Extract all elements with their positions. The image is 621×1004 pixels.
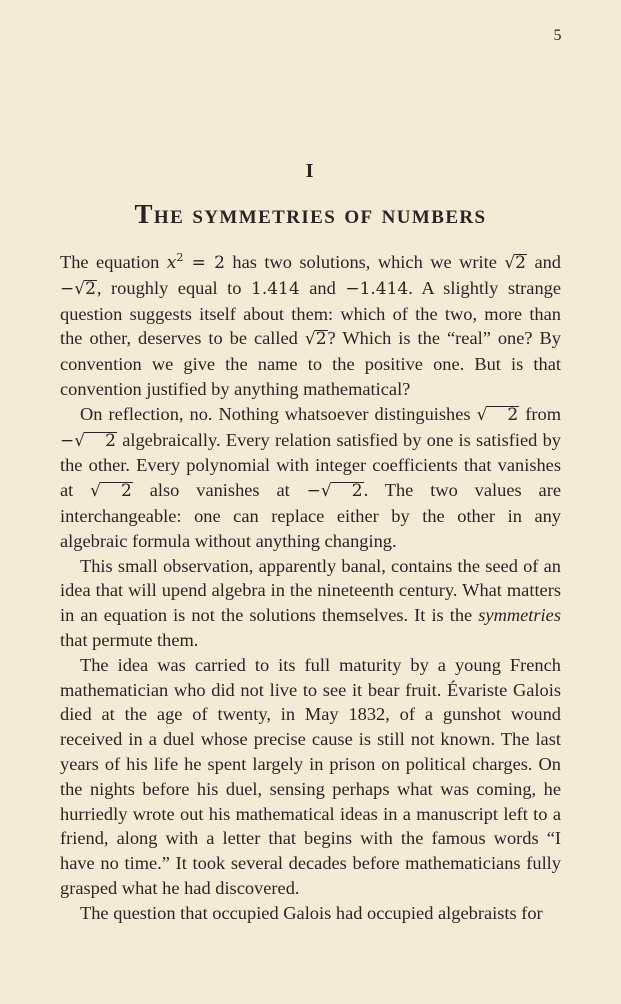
p1-text-b: has two solutions, which we write bbox=[224, 252, 505, 272]
chapter-title: The symmetries of numbers bbox=[134, 199, 487, 229]
paragraph-2 bbox=[60, 402, 561, 554]
neg-sqrt-two-symbol: −√ 2 bbox=[306, 481, 363, 502]
value-positive: 1.414 bbox=[251, 278, 300, 299]
p1-text-c: and bbox=[527, 252, 561, 272]
body-text bbox=[60, 250, 561, 926]
neg-sqrt-two-symbol: −√ 2 bbox=[60, 430, 116, 451]
value-negative: −1.414 bbox=[345, 278, 409, 299]
sqrt-two-symbol: √ 2 bbox=[476, 404, 519, 425]
sqrt-two-symbol: √2 bbox=[304, 329, 327, 350]
p1-text-a: The equation bbox=[60, 252, 167, 272]
p2-text-c: algebraically. Every relation satisfied by one is satisfied by the other. Every polynomial with integer coefficients that vanishes at bbox=[60, 429, 561, 501]
sqrt-two-symbol: √2 bbox=[504, 253, 526, 273]
p1-text-g: ? Which is the “real” one? By convention we give the name to the positive one. But is that convention justified by anything mathematical? bbox=[60, 328, 561, 399]
p1-text-d: , roughly equal to bbox=[96, 277, 252, 298]
paragraph-4: The idea was carried to its full maturity by a young French mathematician who did not live to see it bear fruit. Évariste Galois died at the age of twenty, in May 1832, of a gunshot wound received in a duel whose precise cause is still not known. The last years of his life he spent largely in prison on political charges. On the nights before his duel, sensing perhaps what was coming, he hurriedly wrote out his mathematical ideas in a manuscript left to a friend, along with a letter that begins with the famous words “I have no time.” It took several decades before mathematicians fully grasped what he had discovered. bbox=[60, 654, 561, 898]
paragraph-1 bbox=[60, 250, 561, 402]
p2-text-b: from bbox=[519, 403, 561, 424]
p1-text-e: and bbox=[299, 277, 346, 298]
paragraph-3 bbox=[60, 554, 561, 653]
p1-text-f: . A slightly strange question suggests itself about them: which of the two, more than the other, deserves to be called bbox=[60, 277, 561, 349]
p3-text-a: This small observation, apparently banal, contains the seed of an idea that will upend algebra in the nineteenth century. What matters in an equation is not the solutions themselves. It is the bbox=[60, 555, 561, 626]
p2-text-a: On reflection, no. Nothing whatsoever distinguishes bbox=[80, 403, 477, 424]
chapter-numeral: I bbox=[305, 160, 316, 182]
p2-text-e: . The two values are interchangeable: one can replace either by the other in any algebraic formula without anything changing. bbox=[60, 480, 562, 551]
p2-text-d: also vanishes at bbox=[132, 480, 307, 501]
paragraph-5: The question that occupied Galois had occupied algebraists for bbox=[80, 902, 543, 923]
sqrt-two-symbol: √ 2 bbox=[90, 481, 132, 502]
emphasis-symmetries: symmetries bbox=[478, 605, 561, 626]
page-number: 5 bbox=[553, 27, 562, 44]
equation-x-squared: $x^2 = 2$ bbox=[166, 251, 225, 273]
p3-text-b: that permute them. bbox=[60, 629, 199, 650]
neg-sqrt-two-symbol: −√2 bbox=[60, 278, 96, 299]
